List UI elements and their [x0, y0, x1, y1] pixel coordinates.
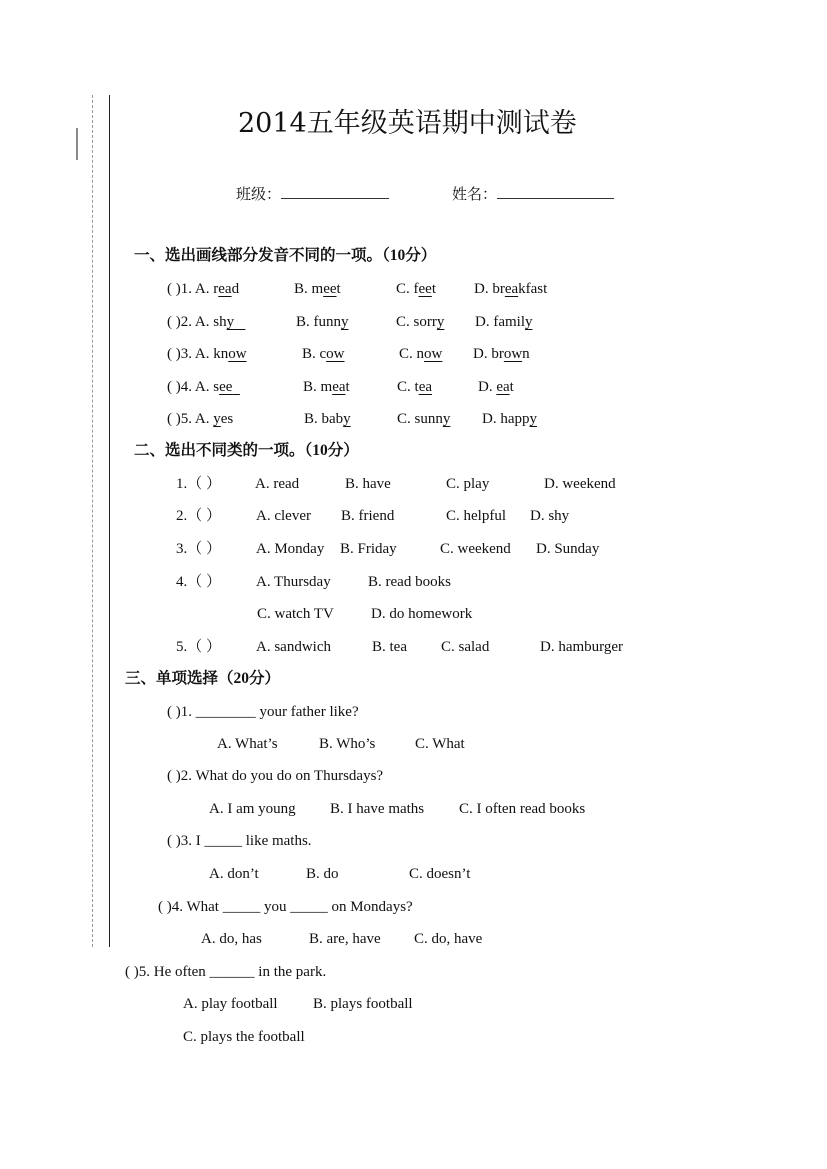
s2-item2-num: 2.（ ）	[176, 508, 222, 524]
class-label: 班级：	[236, 187, 282, 203]
s3-q4-c: C. do, have	[414, 931, 483, 947]
s2-item1-c: C. play	[446, 476, 490, 492]
class-blank[interactable]	[281, 184, 389, 199]
s3-q5-c: C. plays the football	[183, 1029, 305, 1045]
s2-item1-num: 1.（ ）	[176, 476, 222, 492]
s1-item1-d: D. breakfast	[474, 281, 548, 297]
name-field	[452, 184, 614, 203]
s2-item1-a: A. read	[255, 476, 300, 492]
fold-mark	[76, 128, 78, 160]
name-blank[interactable]	[497, 184, 614, 199]
s1-item4-c: C. tea	[397, 379, 433, 395]
s3-q4-a: A. do, has	[201, 931, 262, 947]
s3-q1: ( )1. ________ your father like?	[167, 704, 359, 720]
s3-q2-c: C. I often read books	[459, 801, 586, 817]
s1-item3-b: B. cow	[302, 346, 345, 362]
s1-item2-c: C. sorry	[396, 314, 445, 330]
binding-margin-line	[109, 95, 110, 947]
s1-item2-a: ( )2. A. shy	[167, 314, 235, 330]
s1-item5-b: B. baby	[304, 411, 351, 427]
s3-q5: ( )5. He often ______ in the park.	[125, 964, 327, 980]
s1-item5-d: D. happy	[482, 411, 537, 427]
s3-q4-b: B. are, have	[309, 931, 381, 947]
s1-item4-b: B. meat	[303, 379, 350, 395]
s1-item4-a: ( )4. A. see	[167, 379, 233, 395]
s2-item2-c: C. helpful	[446, 508, 506, 524]
s1-item3-a: ( )3. A. know	[167, 346, 247, 362]
s2-item5-a: A. sandwich	[256, 639, 331, 655]
s2-item4-b: B. read books	[368, 574, 451, 590]
s1-item3-c: C. now	[399, 346, 443, 362]
s2-item3-a: A. Monday	[256, 541, 325, 557]
section3-heading: 三、单项选择（20分）	[125, 670, 281, 687]
s3-q2: ( )2. What do you do on Thursdays?	[167, 768, 384, 784]
s1-item5-c: C. sunny	[397, 411, 451, 427]
s1-item2-d: D. family	[475, 314, 533, 330]
page-title: 2014五年级英语期中测试卷	[238, 108, 577, 139]
binding-dashed-line	[92, 95, 93, 947]
s3-q1-c: C. What	[415, 736, 465, 752]
s1-item4-d: D. eat	[478, 379, 514, 395]
section1-heading: 一、选出画线部分发音不同的一项。（10分）	[134, 247, 437, 264]
s1-item1-a: ( )1. A. read	[167, 281, 240, 297]
section2-heading: 二、选出不同类的一项。（10分）	[134, 442, 359, 459]
s3-q3-b: B. do	[306, 866, 339, 882]
s2-item1-b: B. have	[345, 476, 391, 492]
s2-item4-d: D. do homework	[371, 606, 473, 622]
s2-item5-d: D. hamburger	[540, 639, 624, 655]
s1-item1-c: C. feet	[396, 281, 436, 297]
s2-item4-num: 4.（ ）	[176, 574, 222, 590]
s3-q4: ( )4. What _____ you _____ on Mondays?	[158, 899, 413, 915]
name-label: 姓名：	[452, 187, 498, 203]
s3-q1-a: A. What’s	[217, 736, 278, 752]
s2-item3-d: D. Sunday	[536, 541, 600, 557]
class-field	[236, 184, 389, 203]
s2-item2-d: D. shy	[530, 508, 570, 524]
s1-item3-d: D. brown	[473, 346, 530, 362]
s2-item4-c: C. watch TV	[257, 606, 334, 622]
s3-q5-a: A. play football	[183, 996, 278, 1012]
s2-item5-num: 5.（ ）	[176, 639, 222, 655]
s2-item2-b: B. friend	[341, 508, 395, 524]
s2-item3-c: C. weekend	[440, 541, 511, 557]
s3-q2-a: A. I am young	[209, 801, 296, 817]
s2-item5-c: C. salad	[441, 639, 490, 655]
s1-item1-b: B. meet	[294, 281, 341, 297]
s2-item2-a: A. clever	[256, 508, 311, 524]
s3-q3: ( )3. I _____ like maths.	[167, 833, 312, 849]
s3-q5-b: B. plays football	[313, 996, 413, 1012]
s1-item2-b: B. funny	[296, 314, 349, 330]
s2-item3-num: 3.（ ）	[176, 541, 222, 557]
s2-item5-b: B. tea	[372, 639, 407, 655]
s3-q3-a: A. don’t	[209, 866, 259, 882]
s2-item3-b: B. Friday	[340, 541, 397, 557]
s1-item5-a: ( )5. A. yes	[167, 411, 234, 427]
s3-q1-b: B. Who’s	[319, 736, 376, 752]
s3-q3-c: C. doesn’t	[409, 866, 471, 882]
s2-item1-d: D. weekend	[544, 476, 616, 492]
s2-item4-a: A. Thursday	[256, 574, 331, 590]
s3-q2-b: B. I have maths	[330, 801, 425, 817]
